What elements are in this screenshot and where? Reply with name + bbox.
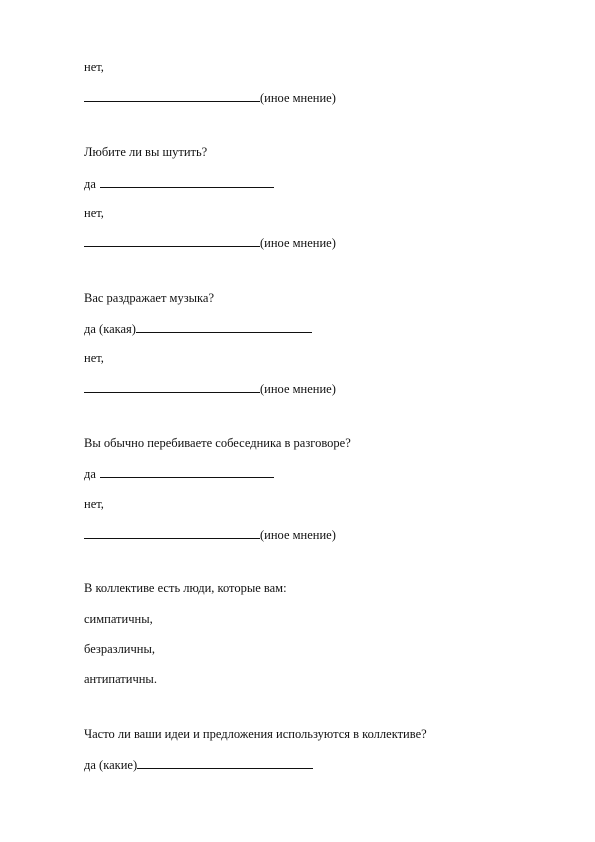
question-1: Любите ли вы шутить? [84, 145, 208, 159]
answer-yes-row-3 [84, 466, 274, 481]
question-5: Часто ли ваши идеи и предложения используются в коллективе? [84, 727, 427, 741]
other-opinion-row-1 [84, 90, 336, 105]
blank-field[interactable] [100, 176, 274, 188]
other-opinion-row-3 [84, 381, 336, 396]
other-opinion-row-2 [84, 235, 336, 250]
other-opinion-label: (иное мнение) [260, 528, 336, 542]
other-opinion-label: (иное мнение) [260, 236, 336, 250]
answer-yes-label: да (какая) [84, 322, 136, 336]
other-opinion-label: (иное мнение) [260, 91, 336, 105]
question-4: В коллективе есть люди, которые вам: [84, 581, 287, 595]
blank-field[interactable] [84, 235, 260, 247]
answer-no-2: нет, [84, 206, 104, 220]
answer-yes-label: да (какие) [84, 758, 138, 772]
answer-yes-row-2 [84, 321, 312, 336]
other-opinion-row-4 [84, 527, 336, 542]
blank-field[interactable] [84, 381, 260, 393]
answer-yes-label: да [84, 467, 96, 481]
answer-no-4: нет, [84, 497, 104, 511]
blank-field[interactable] [84, 527, 260, 539]
blank-field[interactable] [136, 321, 312, 333]
answer-yes-row-1 [84, 176, 274, 191]
blank-field[interactable] [84, 90, 260, 102]
answer-no-3: нет, [84, 351, 104, 365]
other-opinion-label: (иное мнение) [260, 382, 336, 396]
option-antipathetic: антипатичны. [84, 672, 157, 686]
answer-yes-label: да [84, 177, 96, 191]
option-indifferent: безразличны, [84, 642, 155, 656]
blank-field[interactable] [137, 757, 313, 769]
question-2: Вас раздражает музыка? [84, 291, 215, 305]
option-sympathetic: симпатичны, [84, 612, 153, 626]
answer-yes-row-5 [84, 757, 313, 772]
answer-no-1: нет, [84, 60, 104, 74]
question-3: Вы обычно перебиваете собеседника в разговоре? [84, 436, 351, 450]
blank-field[interactable] [100, 466, 274, 478]
